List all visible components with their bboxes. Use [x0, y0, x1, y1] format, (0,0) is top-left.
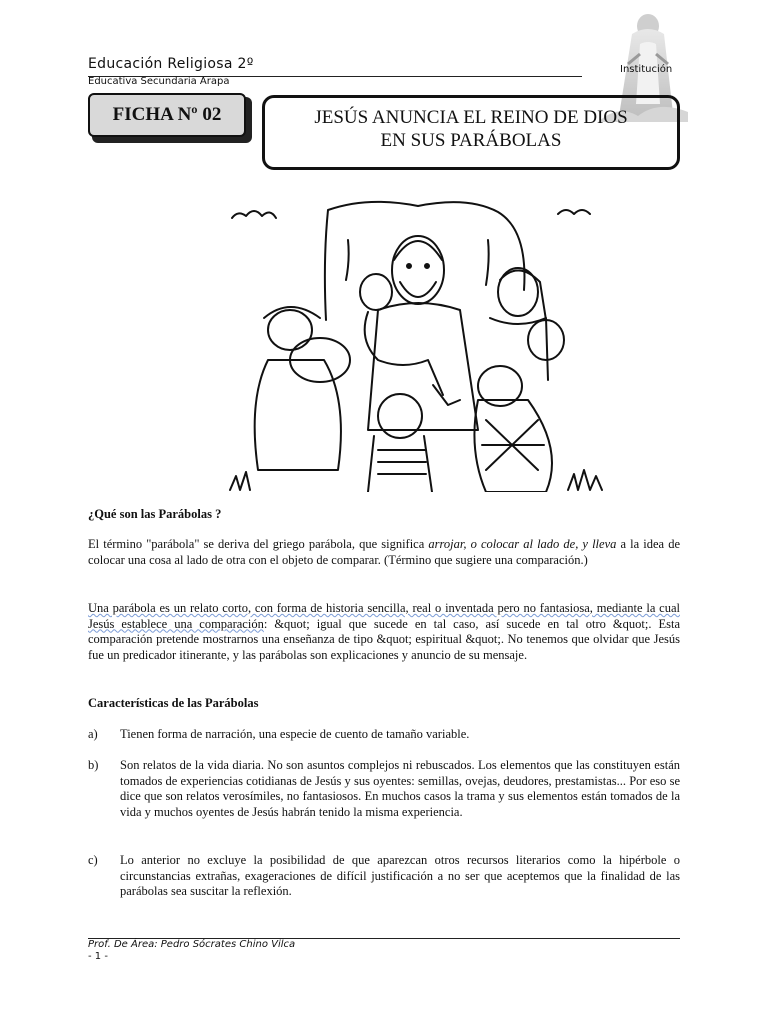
section-heading-characteristics: Características de las Parábolas	[88, 696, 259, 710]
paragraph-definition-italic: arrojar, o colocar al lado de, y lleva	[428, 537, 617, 551]
course-title: Educación Religiosa 2º	[88, 56, 254, 72]
paragraph-definition	[88, 537, 680, 568]
paragraph-explanation-rest: : &quot; igual que sucede en tal caso, así sucede en tal otro &quot;. Esta comparación pretende mostrarnos una enseñanza de tipo &quot; espiritual &quot;. No tenemos que olvidar que Jesús fue un predicador itinerante, y las parábolas son explicaciones y anuncio de su mensaje.	[88, 616, 680, 662]
page-title-box	[262, 95, 680, 170]
institution-name: Educativa Secundaria Arapa	[88, 76, 230, 87]
title-line-1: JESÚS ANUNCIA EL REINO DE DIOS	[314, 107, 628, 128]
list-item	[88, 727, 680, 743]
ficha-number: FICHA Nº 02	[88, 93, 246, 137]
list-item	[88, 758, 680, 820]
institution-label: Institución	[620, 64, 673, 75]
list-item-label: c)	[88, 853, 98, 867]
page-number: - 1 -	[88, 951, 108, 962]
paragraph-definition-start: El término "parábola" se deriva del griego parábola, que significa	[88, 537, 429, 551]
list-item-label: b)	[88, 758, 99, 772]
list-item-text: Lo anterior no excluye la posibilidad de que aparezcan otros recursos literarios como la hipérbole o circunstancias extrañas, exageraciones de difícil justificación a no ser que aceptemos que la finalidad de las parábolas sea suscitar la reflexión.	[120, 853, 680, 899]
paragraph-explanation-underlined: Una parábola es un relato corto, con forma de historia sencilla, real o inventada pero no fantasiosa, mediante la cual Jesús establece una comparación	[88, 601, 680, 631]
list-item-text: Tienen forma de narración, una especie de cuento de tamaño variable.	[120, 727, 470, 741]
paragraph-definition-end: a la idea de colocar una cosa al lado de otra con el objeto de comparar. (Término que sugiere una comparación.)	[88, 537, 680, 567]
jesus-with-children-illustration	[228, 200, 606, 492]
list-item-text: Son relatos de la vida diaria. No son asuntos complejos ni rebuscados. Los elementos que las constituyen están tomados de experiencias cotidianas de Jesús y sus oyentes: semillas, ovejas, deudores, prestamistas... Por eso se dice que son relatos verosímiles, no fantasiosos. En muchos casos la trama y sus elementos están tomados de la vida y muchos oyentes de Jesús habrán tenido la misma experiencia.	[120, 758, 680, 819]
list-item-label: a)	[88, 727, 98, 741]
list-item	[88, 853, 680, 900]
footer-teacher: Prof. De Área: Pedro Sócrates Chino Vilca	[88, 939, 296, 950]
section-heading-parables: ¿Qué son las Parábolas ?	[88, 507, 222, 521]
title-line-2: EN SUS PARÁBOLAS	[380, 130, 562, 151]
paragraph-explanation	[88, 601, 680, 663]
